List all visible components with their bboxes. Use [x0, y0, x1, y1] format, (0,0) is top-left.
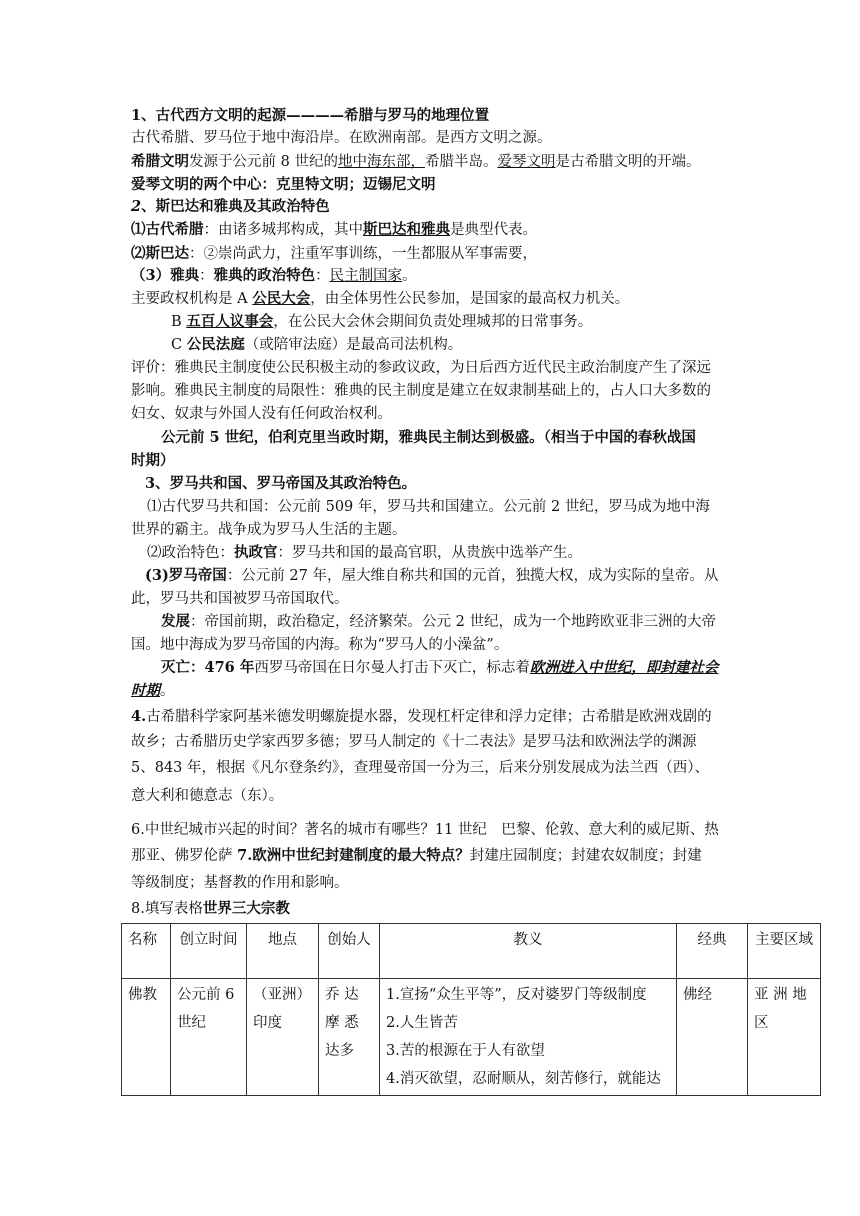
section-number: 2	[131, 198, 142, 215]
text: 西罗马帝国在日尔曼人打击下灭亡，标志着	[254, 660, 530, 676]
table-header-cell: 创立时间	[171, 924, 247, 979]
term: 世界三大宗教	[202, 900, 290, 917]
text: 主要政权机构是	[131, 291, 233, 307]
text: 。	[160, 683, 175, 699]
text: ，在公民大会休会期间负责处理城邦的日常事务。	[273, 314, 593, 330]
section-2-title	[131, 197, 330, 217]
paragraph	[131, 289, 629, 309]
underlined-term: 地中海东部，	[337, 154, 425, 170]
text: 古希腊科学家阿基米德发明螺旋提水器，发现杠杆定律和浮力定律；古希腊是欧洲戏剧的	[146, 709, 712, 725]
text: 8.填写表格	[131, 901, 203, 917]
paragraph	[131, 705, 712, 729]
table-cell-founder: 乔 达 摩 悉达多	[319, 979, 380, 1096]
paragraph	[131, 152, 700, 172]
text: 封建庄园制度；封建农奴制度；封建	[469, 848, 702, 864]
underlined-term: 欧洲进入中世纪，即封建社会	[529, 659, 719, 676]
text: ：②崇尚武力，注重军事训练，一生都服从军事需要，	[189, 246, 537, 262]
text: ：由诸多城邦构成，其中	[203, 222, 363, 238]
paragraph	[145, 566, 718, 586]
table-header-row	[122, 924, 821, 979]
table-header-cell: 创始人	[319, 924, 380, 979]
paragraph: 意大利和德意志（东）。	[131, 788, 284, 804]
text: A	[232, 291, 253, 307]
text: 发源于公元前 8 世纪的	[189, 154, 338, 170]
paragraph	[147, 543, 582, 563]
paragraph	[171, 312, 592, 332]
term: 雅典的政治特色	[213, 267, 316, 284]
table-header-cell: 地点	[247, 924, 319, 979]
section-title-text: 、斯巴达和雅典及其政治特色	[141, 198, 330, 215]
table-row	[122, 979, 821, 1096]
text: ⑵政治特色：	[147, 545, 234, 561]
term: 公民法庭	[186, 336, 245, 353]
paragraph: 影响。雅典民主制度的局限性：雅典的民主制度是建立在奴隶制基础上的，占人口大多数的	[131, 383, 711, 399]
text: ：	[199, 268, 214, 284]
text: ，由全体男性公民参加，是国家的最高权力机关。	[310, 291, 630, 307]
table-header-cell: 教义	[380, 924, 677, 979]
table-header-cell: 经典	[677, 924, 748, 979]
paragraph: 妇女、奴隶与外国人没有任何政治权利。	[131, 406, 392, 422]
term: 希腊文明	[131, 153, 189, 170]
text: C	[171, 337, 187, 353]
text: 那亚、佛罗伦萨	[131, 848, 238, 864]
table-cell-region: 亚 洲 地 区	[748, 979, 821, 1096]
text: ：	[315, 268, 330, 284]
term: ：476 年	[190, 659, 255, 676]
text: 是典型代表。	[450, 222, 537, 238]
doctrine-item: 4.消灭欲望，忍耐顺从，刻苦修行，就能达	[386, 1071, 661, 1087]
item-number: 4.	[131, 708, 147, 725]
paragraph: 评价：雅典民主制度使公民积极主动的参政议政，为日后西方近代民主政治制度产生了深远	[131, 360, 711, 376]
section-1-title: 1、古代西方文明的起源————希腊与罗马的地理位置	[131, 107, 490, 124]
paragraph	[131, 844, 702, 868]
table-cell-time: 公元前 6 世纪	[171, 979, 247, 1096]
paragraph: 公元前 5 世纪，伯利克里当政时期，雅典民主制达到极盛。（相当于中国的春秋战国	[161, 429, 696, 446]
paragraph: 6.中世纪城市兴起的时间？著名的城市有哪些？11 世纪 巴黎、伦敦、意大利的威尼斯、热	[131, 822, 719, 838]
text: ：帝国前期，政治稳定，经济繁荣。公元 2 世纪，成为一个地跨欧亚非三洲的大帝	[190, 614, 716, 630]
underlined-term: 公民大会	[252, 290, 311, 307]
text: 是古希腊文明的开端。	[555, 154, 701, 170]
term: 灭亡	[161, 659, 190, 676]
paragraph	[161, 612, 716, 632]
term: ⑴古代希腊	[131, 221, 204, 238]
term: 发展	[161, 613, 190, 630]
paragraph	[171, 335, 462, 355]
underlined-term: 斯巴达和雅典	[363, 221, 450, 238]
table-header-cell: 名称	[122, 924, 171, 979]
paragraph: 等级制度；基督教的作用和影响。	[131, 875, 349, 891]
doctrine-item: 3.苦的根源在于人有欲望	[386, 1043, 545, 1059]
term: (3)罗马帝国	[145, 567, 227, 584]
term: 执政官	[234, 544, 278, 561]
paragraph: 古代希腊、罗马位于地中海沿岸。在欧洲南部。是西方文明之源。	[131, 130, 552, 146]
paragraph: 时期）	[131, 452, 175, 469]
underlined-term: 民主制国家	[329, 268, 403, 284]
paragraph	[161, 658, 718, 678]
paragraph: 爱琴文明的两个中心：克里特文明；迈锡尼文明	[131, 176, 436, 193]
paragraph: 故乡；古希腊历史学家西罗多德；罗马人制定的《十二表法》是罗马法和欧洲法学的渊源	[131, 734, 697, 750]
term: ⑵斯巴达	[131, 245, 189, 262]
underlined-term: 五百人议事会	[186, 313, 274, 330]
religions-table	[121, 923, 821, 1096]
underlined-term: 时期	[131, 682, 160, 699]
paragraph: 世界的霸主。战争成为罗马人生活的主题。	[131, 522, 407, 538]
paragraph	[131, 220, 537, 240]
question: 7.欧洲中世纪封建制度的最大特点？	[237, 847, 470, 864]
paragraph: 此，罗马共和国被罗马帝国取代。	[131, 591, 349, 607]
table-cell-place: （亚洲）印度	[247, 979, 319, 1096]
doctrine-item: 2.人生皆苦	[386, 1015, 458, 1031]
doctrine-item: 1.宣扬“众生平等”，反对婆罗门等级制度	[386, 987, 647, 1003]
underlined-term: 爱琴文明	[497, 154, 556, 170]
paragraph	[131, 681, 175, 701]
text: 希腊半岛。	[424, 154, 498, 170]
text: （或陪审法庭）是最高司法机构。	[244, 337, 463, 353]
paragraph	[131, 899, 290, 919]
paragraph: ⑴古代罗马共和国：公元前 509 年，罗马共和国建立。公元前 2 世纪，罗马成为地中海	[147, 499, 710, 515]
section-3-title: 3、罗马共和国、罗马帝国及其政治特色。	[145, 475, 417, 492]
table-header-cell: 主要区域	[748, 924, 821, 979]
text: B	[171, 314, 187, 330]
text: ：公元前 27 年，屋大维自称共和国的元首，独揽大权，成为实际的皇帝。从	[226, 568, 719, 584]
term: （3）雅典	[131, 267, 200, 284]
table-cell-scripture: 佛经	[677, 979, 748, 1096]
table-cell-doctrine	[380, 979, 677, 1096]
text: ：罗马共和国的最高官职，从贵族中选举产生。	[277, 545, 582, 561]
table-cell-name: 佛教	[122, 979, 171, 1096]
paragraph	[131, 266, 417, 286]
paragraph	[131, 244, 537, 264]
text: 。	[402, 268, 417, 284]
paragraph: 国。地中海成为罗马帝国的内海。称为“罗马人的小澡盆”。	[131, 637, 509, 653]
paragraph: 5、843 年，根据《凡尔登条约》，查理曼帝国一分为三，后来分别发展成为法兰西（西）、	[131, 760, 710, 776]
